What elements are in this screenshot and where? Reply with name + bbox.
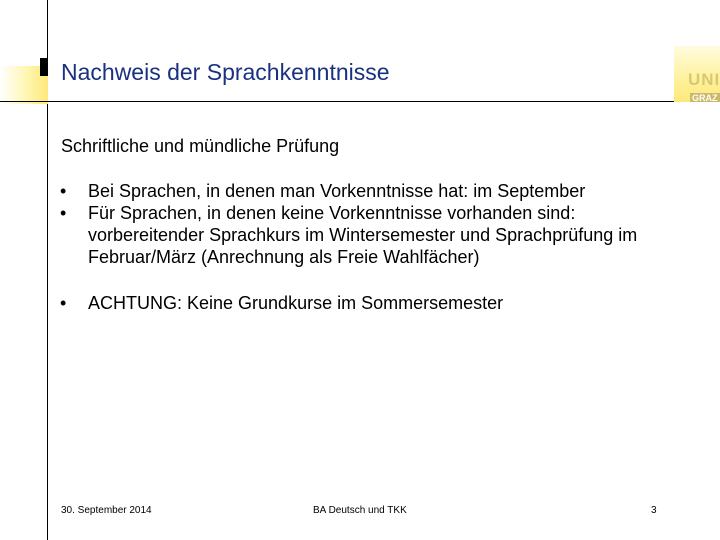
bullet-symbol: • <box>60 293 67 313</box>
footer-page-number: 3 <box>651 505 657 516</box>
bullet-item <box>60 292 688 314</box>
footer-course: BA Deutsch und TKK <box>313 505 407 516</box>
bullet-symbol: • <box>60 181 67 201</box>
title-accent-bar <box>40 58 48 76</box>
bullet-text: Bei Sprachen, in denen man Vorkenntnisse hat: im September <box>88 181 586 201</box>
university-logo <box>674 46 720 102</box>
bullet-item <box>60 202 688 268</box>
title-underline-rule <box>0 101 720 102</box>
logo-text-uni: UNI <box>688 70 720 89</box>
logo-text-graz: GRAZ <box>692 93 718 102</box>
slide-subtitle: Schriftliche und mündliche Prüfung <box>61 136 340 156</box>
slide-title: Nachweis der Sprachkenntnisse <box>61 59 390 85</box>
bullet-text: ACHTUNG: Keine Grundkurse im Sommersemester <box>88 293 504 313</box>
bullet-item <box>60 180 688 202</box>
bullet-symbol: • <box>60 203 67 223</box>
bullet-text: Für Sprachen, in denen keine Vorkenntnisse vorhanden sind: vorbereitender Sprachkurs im Wintersemester und Sprachprüfung im Februar/März (Anrechnung als Freie Wahlfächer) <box>88 203 638 267</box>
footer-date: 30. September 2014 <box>61 505 152 516</box>
bullet-list <box>60 180 688 314</box>
